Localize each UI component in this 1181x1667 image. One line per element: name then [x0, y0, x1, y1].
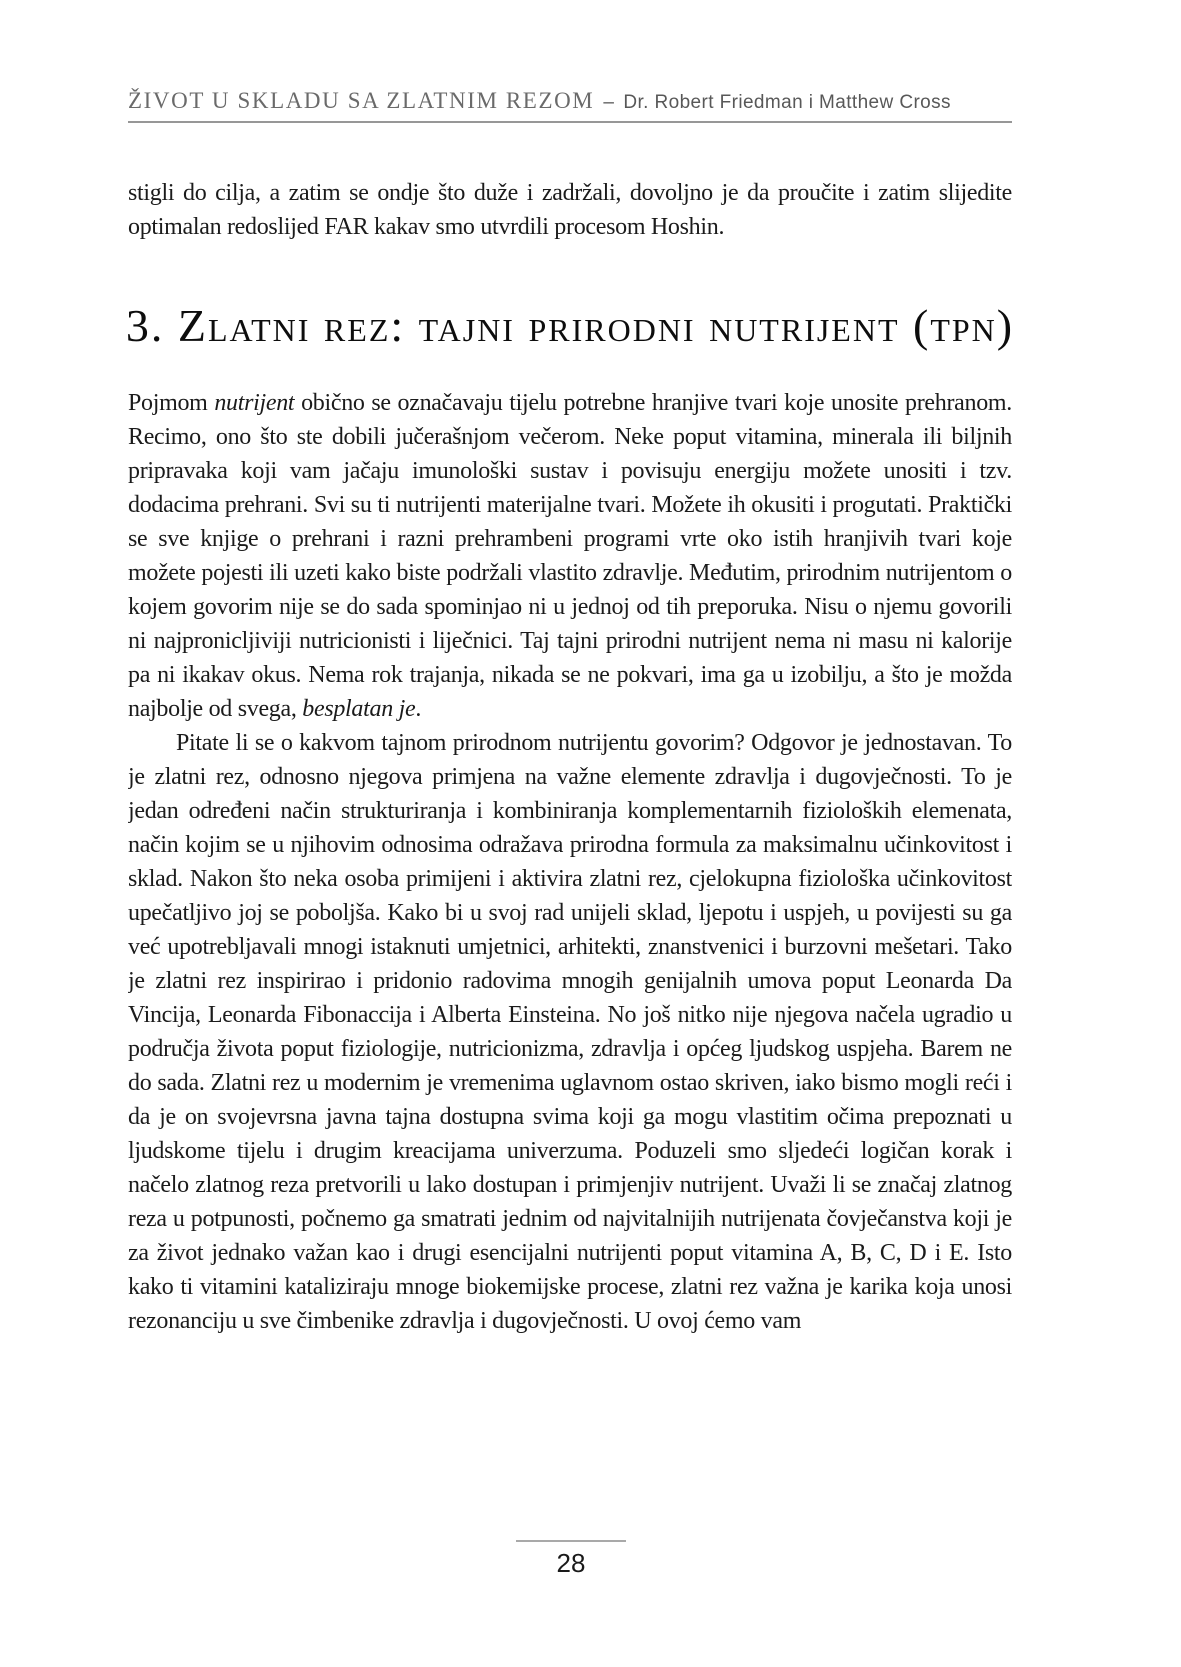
chapter-heading: 3. Zlatni rez: tajni prirodni nutrijent (tpn) [125, 300, 1015, 351]
header-separator: – [603, 92, 615, 113]
page-number: 28 [556, 1548, 586, 1578]
footer-rule [516, 1540, 626, 1542]
header-authors: Dr. Robert Friedman i Matthew Cross [623, 92, 951, 113]
chapter-body [128, 386, 1012, 1338]
header-book-title: ŽIVOT U SKLADU SA ZLATNIM REZOM [128, 88, 595, 113]
intro-paragraph: stigli do cilja, a zatim se ondje što duže i zadržali, dovoljno je da proučite i zatim slijedite optimalan redoslijed FAR kakav smo utvrdili procesom Hoshin. [128, 180, 1012, 240]
body-paragraph: Pojmom nutrijent obično se označavaju tijelu potrebne hranjive tvari koje unosite prehranom. Recimo, ono što ste dobili jučerašnjom večerom. Neke poput vitamina, minerala ili biljnih pripravaka koji vam jačaju imunološki sustav i povisuju energiju možete unositi i tzv. dodacima prehrani. Svi su ti nutrijenti materijalne tvari. Možete ih okusiti i progutati. Praktički se sve knjige o prehrani i razni prehrambeni programi vrte oko istih hranjivih tvari koje možete pojesti ili uzeti kako biste podržali vlastito zdravlje. Međutim, prirodnim nutrijentom o kojem govorim nije se do sada spominjao ni u jednoj od tih preporuka. Nisu o njemu govorili ni najpronicljiviji nutricionisti i liječnici. Taj tajni prirodni nutrijent nema ni masu ni kalorije pa ni ikakav okus. Nema rok trajanja, nikada se ne pokvari, ima ga u izobilju, a što je možda najbolje od svega, besplatan je. [128, 390, 1012, 722]
page-header [128, 88, 1012, 114]
body-paragraph: Pitate li se o kakvom tajnom prirodnom nutrijentu govorim? Odgovor je jednostavan. To je zlatni rez, odnosno njegova primjena na važne elemente zdravlja i dugovječnosti. To je jedan određeni način strukturiranja i kombiniranja komplementarnih fizioloških elemenata, način kojim se u njihovim odnosima odražava prirodna formula za maksimalnu učinkovitost i sklad. Nakon što neka osoba primijeni i aktivira zlatni rez, cjelokupna fiziološka učinkovitost upečatljivo joj se poboljša. Kako bi u svoj rad unijeli sklad, ljepotu i uspjeh, u povijesti su ga već upotrebljavali mnogi istaknuti umjetnici, arhitekti, znanstvenici i burzovni mešetari. Tako je zlatni rez inspirirao i pridonio radovima mnogih genijalnih umova poput Leonarda Da Vincija, Leonarda Fibonaccija i Alberta Einsteina. No još nitko nije njegova načela ugradio u područja života poput fiziologije, nutricionizma, zdravlja i općeg ljudskog uspjeha. Barem ne do sada. Zlatni rez u modernim je vremenima uglavnom ostao skriven, iako bismo mogli reći i da je on svojevrsna javna tajna dostupna svima koji ga mogu vlastitim očima prepoznati u ljudskome tijelu i drugim kreacijama univerzuma. Poduzeli smo sljedeći logičan korak i načelo zlatnog reza pretvorili u lako dostupan i primjenjiv nutrijent. Uvaži li se značaj zlatnog reza u potpunosti, počnemo ga smatrati jednim od najvitalnijih nutrijenata čovječanstva koji je za život jednako važan kao i drugi esencijalni nutrijenti poput vitamina A, B, C, D i E. Isto kako ti vitamini kataliziraju mnoge biokemijske procese, zlatni rez važna je karika koja unosi rezonanciju u sve čimbenike zdravlja i dugovječnosti. U ovoj ćemo vam [128, 730, 1012, 1334]
header-rule [128, 121, 1012, 123]
